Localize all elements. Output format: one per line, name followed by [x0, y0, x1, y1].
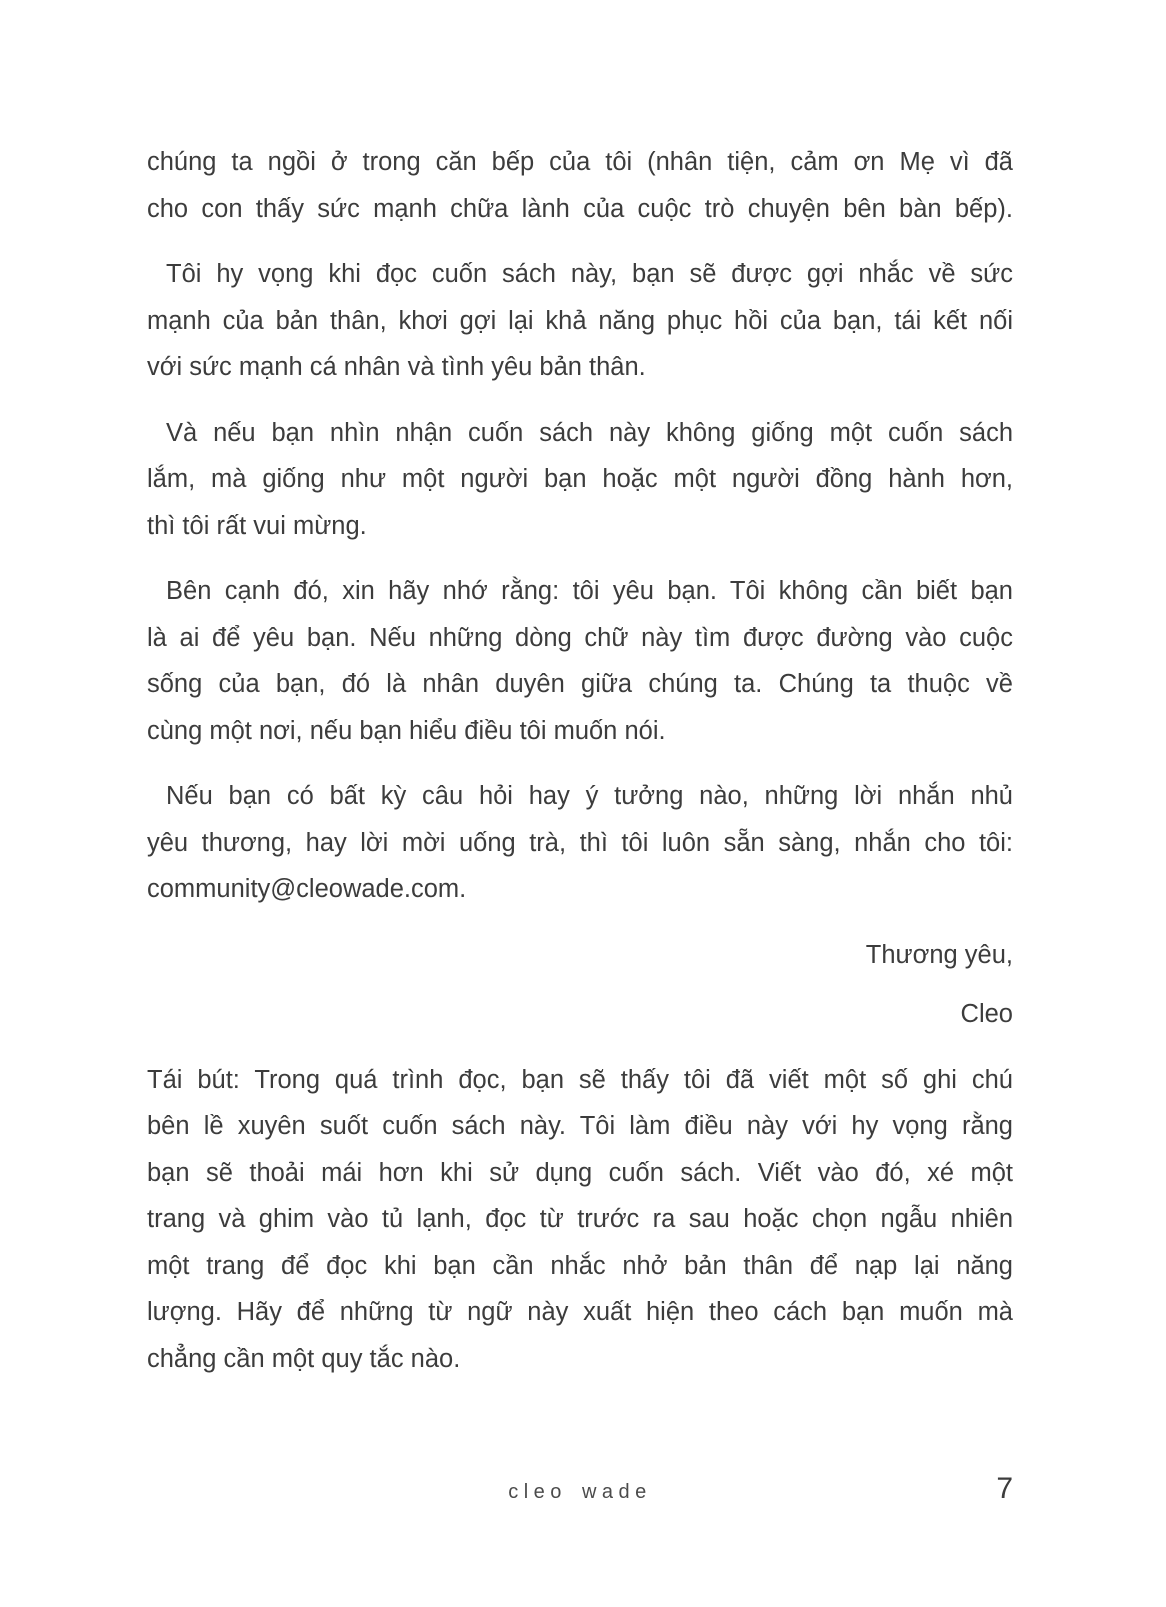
- page-number: 7: [996, 1472, 1013, 1505]
- email-address: community@cleowade.com.: [147, 875, 467, 903]
- text-line: Và nếu bạn nhìn nhận cuốn sách này không giống một cuốn sách: [166, 418, 1013, 447]
- running-footer-author: cleo wade: [508, 1481, 652, 1503]
- paragraph-continuation: [147, 139, 1013, 232]
- text-line: cùng một nơi, nếu bạn hiểu điều tôi muốn nói.: [147, 716, 666, 745]
- text-line: lắm, mà giống như một người bạn hoặc một người đồng hành hơn,: [147, 465, 1013, 493]
- text-line: bên lề xuyên suốt cuốn sách này. Tôi làm điều này với hy vọng rằng: [147, 1112, 1013, 1140]
- paragraph-companion: [147, 410, 1013, 550]
- text-line: với sức mạnh cá nhân và tình yêu bản thân.: [147, 353, 646, 381]
- body-text: [147, 139, 1013, 1382]
- text-line: Tôi hy vọng khi đọc cuốn sách này, bạn sẽ được gợi nhắc về sức: [166, 260, 1013, 288]
- text-line: cho con thấy sức mạnh chữa lành của cuộc trò chuyện bên bàn bếp).: [147, 194, 1013, 223]
- text-line: bạn sẽ thoải mái hơn khi sử dụng cuốn sách. Viết vào đó, xé một: [147, 1158, 1013, 1187]
- paragraph-contact: [147, 773, 1013, 913]
- text-line: là ai để yêu bạn. Nếu những dòng chữ này tìm được đường vào cuộc: [147, 623, 1013, 652]
- text-line: Nếu bạn có bất kỳ câu hỏi hay ý tưởng nào, những lời nhắn nhủ: [166, 782, 1013, 810]
- text-line: chẳng cần một quy tắc nào.: [147, 1344, 461, 1373]
- text-line: sống của bạn, đó là nhân duyên giữa chúng ta. Chúng ta thuộc về: [147, 670, 1013, 698]
- text-line: mạnh của bản thân, khơi gợi lại khả năng phục hồi của bạn, tái kết nối: [147, 306, 1013, 335]
- text-line: Bên cạnh đó, xin hãy nhớ rằng: tôi yêu bạn. Tôi không cần biết bạn: [166, 577, 1013, 605]
- text-line: một trang để đọc khi bạn cần nhắc nhở bản thân để nạp lại năng: [147, 1251, 1013, 1280]
- paragraph-postscript: [147, 1057, 1013, 1383]
- signature-name: Cleo: [960, 1000, 1013, 1028]
- text-line: trang và ghim vào tủ lạnh, đọc từ trước ra sau hoặc chọn ngẫu nhiên: [147, 1205, 1013, 1233]
- paragraph-love: [147, 568, 1013, 754]
- paragraph-hope: [147, 251, 1013, 391]
- text-line: yêu thương, hay lời mời uống trà, thì tôi luôn sẵn sàng, nhắn cho tôi:: [147, 828, 1013, 857]
- text-line: chúng ta ngồi ở trong căn bếp của tôi (nhân tiện, cảm ơn Mẹ vì đã: [147, 148, 1013, 176]
- text-line: Tái bút: Trong quá trình đọc, bạn sẽ thấy tôi đã viết một số ghi chú: [147, 1065, 1013, 1094]
- text-line: thì tôi rất vui mừng.: [147, 511, 367, 540]
- text-line: lượng. Hãy để những từ ngữ này xuất hiện theo cách bạn muốn mà: [147, 1298, 1013, 1326]
- signature-closing: Thương yêu,: [865, 940, 1013, 969]
